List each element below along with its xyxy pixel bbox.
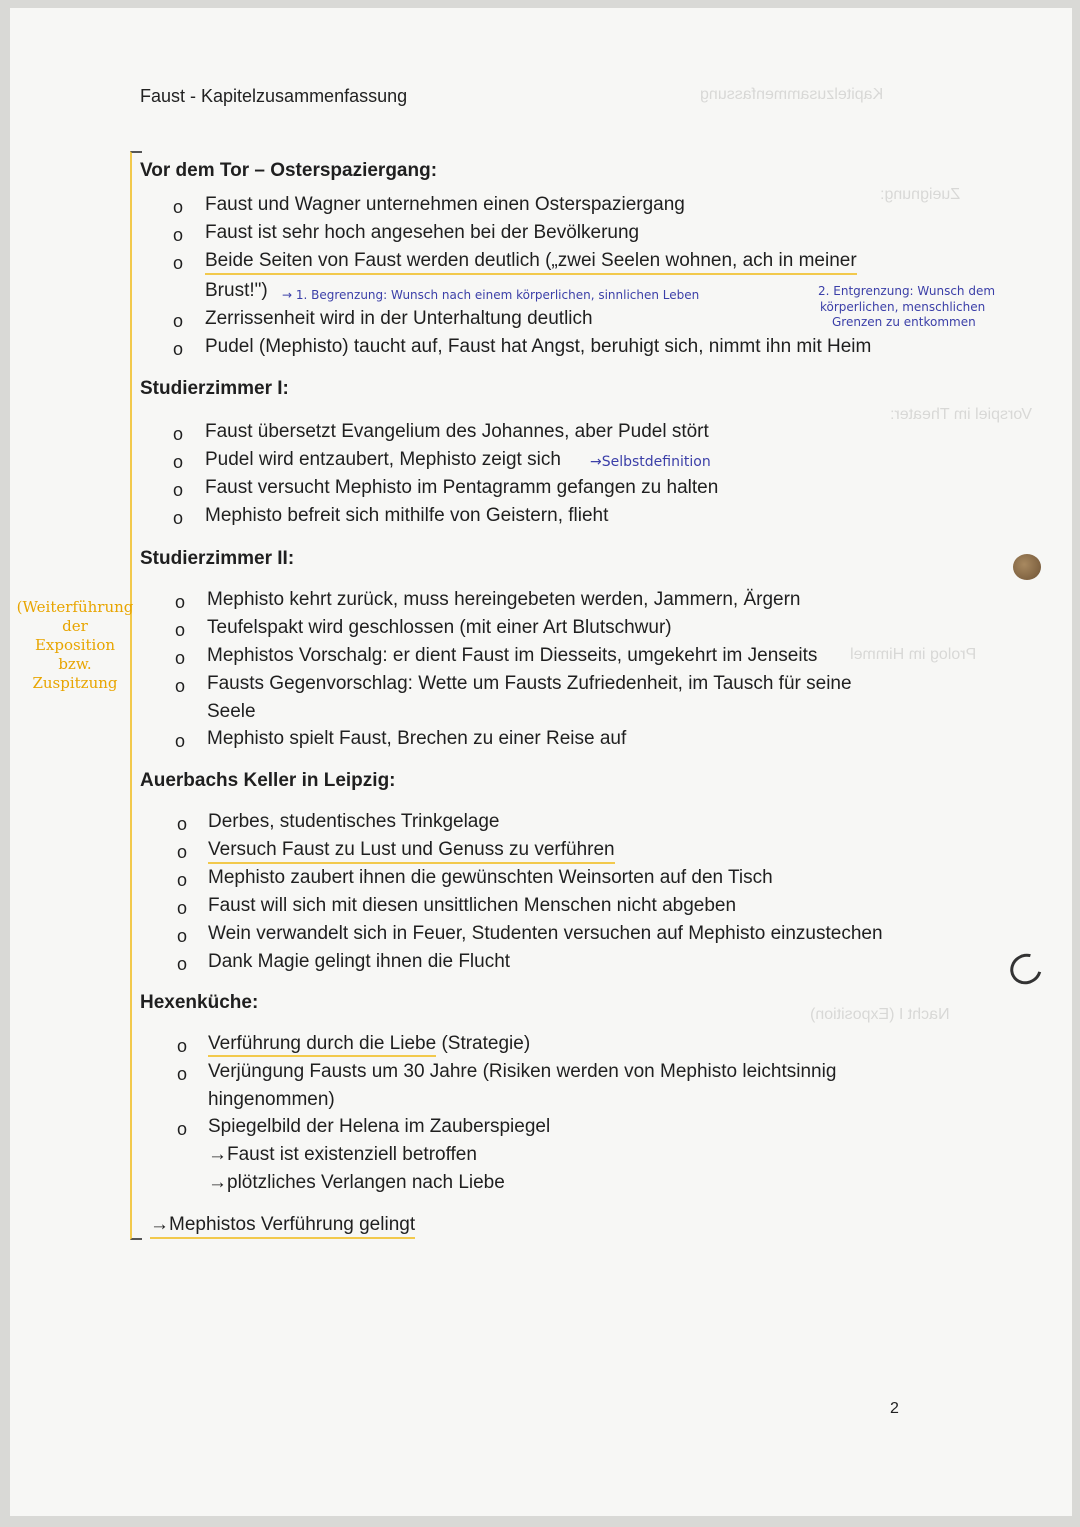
list-item: Mephisto befreit sich mithilfe von Geistern, flieht (205, 505, 609, 526)
list-item: Versuch Faust zu Lust und Genuss zu verführen (208, 839, 615, 864)
list-item: Fausts Gegenvorschlag: Wette um Fausts Zufriedenheit, im Tausch für seine (207, 673, 852, 694)
bullet-marker: o (173, 508, 184, 528)
section-heading: Auerbachs Keller in Leipzig: (140, 770, 396, 791)
bullet-marker: o (175, 592, 186, 612)
bullet-marker: o (177, 898, 188, 918)
bullet-marker: o (173, 311, 184, 331)
bullet-marker: o (175, 676, 186, 696)
bullet-marker: o (173, 197, 184, 217)
document-page (10, 8, 1072, 1516)
margin-bracket (130, 151, 142, 1240)
list-item: Pudel (Mephisto) taucht auf, Faust hat Angst, beruhigt sich, nimmt ihn mit Heim (205, 336, 872, 357)
bullet-marker: o (177, 954, 188, 974)
page-number: 2 (890, 1400, 899, 1417)
paper-stain (1013, 554, 1041, 580)
handwritten-note: körperlichen, menschlichen (820, 300, 986, 314)
phrase-remainder: (Strategie) (441, 1033, 531, 1054)
list-item: Mephisto zaubert ihnen die gewünschten Weinsorten auf den Tisch (208, 867, 773, 888)
sub-arrow-item: →plötzliches Verlangen nach Liebe (208, 1172, 505, 1193)
list-item: Verjüngung Fausts um 30 Jahre (Risiken werden von Mephisto leichtsinnig (208, 1061, 837, 1082)
pen-scribble (1005, 948, 1048, 990)
list-item: Spiegelbild der Helena im Zauberspiegel (208, 1116, 551, 1137)
handwritten-note: →Selbstdefinition (590, 454, 711, 470)
bleed-through-text: Kapitelzusammenfassung (700, 86, 884, 103)
margin-note-line: (Weiterführung (16, 598, 134, 616)
bullet-marker: o (173, 424, 184, 444)
list-item: Pudel wird entzaubert, Mephisto zeigt sich (205, 449, 561, 470)
list-item: Mephisto spielt Faust, Brechen zu einer Reise auf (207, 728, 627, 749)
list-item: Derbes, studentisches Trinkgelage (208, 811, 500, 832)
handwritten-note: → 1. Begrenzung: Wunsch nach einem körperlichen, sinnlichen Leben (282, 288, 700, 302)
list-item: Wein verwandelt sich in Feuer, Studenten versuchen auf Mephisto einzustechen (208, 923, 883, 944)
bleed-through-text: Nacht I (Exposition) (810, 1006, 950, 1023)
bullet-marker: o (173, 339, 184, 359)
bleed-through-text: Zueignung: (880, 186, 961, 203)
list-item: Dank Magie gelingt ihnen die Flucht (208, 951, 511, 972)
list-item (208, 1033, 530, 1055)
list-item: Mephistos Vorschalg: er dient Faust im Diesseits, umgekehrt im Jenseits (207, 645, 818, 666)
list-item: Faust übersetzt Evangelium des Johannes, aber Pudel stört (205, 421, 709, 442)
bullet-marker: o (177, 814, 188, 834)
list-item: Faust und Wagner unternehmen einen Osterspaziergang (205, 194, 685, 215)
section-heading: Hexenküche: (140, 992, 259, 1013)
bullet-marker: o (173, 225, 184, 245)
margin-annotation (10, 598, 140, 693)
bullet-marker: o (175, 620, 186, 640)
list-item: Beide Seiten von Faust werden deutlich („zwei Seelen wohnen, ach in meiner (205, 250, 857, 275)
bullet-marker: o (177, 842, 188, 862)
list-item: Teufelspakt wird geschlossen (mit einer Art Blutschwur) (207, 617, 672, 638)
conclusion-line: →Mephistos Verführung gelingt (150, 1214, 415, 1239)
list-item-continuation: Seele (207, 701, 256, 722)
bullet-marker: o (175, 648, 186, 668)
list-item: Faust ist sehr hoch angesehen bei der Bevölkerung (205, 222, 640, 243)
bullet-marker: o (177, 870, 188, 890)
bullet-marker: o (175, 731, 186, 751)
section-heading: Vor dem Tor – Osterspaziergang: (140, 160, 438, 181)
list-item-continuation: hingenommen) (208, 1089, 335, 1110)
sub-arrow-item: →Faust ist existenziell betroffen (208, 1144, 477, 1165)
bleed-through-text: Vorspiel im Theater: (890, 406, 1032, 423)
handwritten-note: 2. Entgrenzung: Wunsch dem (818, 284, 996, 298)
list-item: Zerrissenheit wird in der Unterhaltung deutlich (205, 308, 593, 329)
bullet-marker: o (177, 1036, 188, 1056)
margin-note-line: bzw. (58, 655, 92, 673)
margin-note-line: Zuspitzung (32, 674, 118, 692)
margin-note-line: Exposition (34, 636, 116, 654)
bullet-marker: o (177, 1119, 188, 1139)
underlined-phrase: Verführung durch die Liebe (208, 1033, 436, 1057)
list-item-continuation: Brust!") (205, 280, 268, 301)
list-item: Faust will sich mit diesen unsittlichen Menschen nicht abgeben (208, 895, 737, 916)
margin-note-line: der (62, 617, 88, 635)
bullet-marker: o (173, 253, 184, 273)
list-item: Faust versucht Mephisto im Pentagramm gefangen zu halten (205, 477, 719, 498)
section-heading: Studierzimmer I: (140, 378, 289, 399)
handwritten-note: Grenzen zu entkommen (832, 315, 976, 329)
bleed-through-text: Prolog im Himmel (850, 646, 977, 663)
list-item: Mephisto kehrt zurück, muss hereingebeten werden, Jammern, Ärgern (207, 589, 801, 610)
bullet-marker: o (177, 926, 188, 946)
section-heading: Studierzimmer II: (140, 548, 295, 569)
running-header: Faust - Kapitelzusammenfassung (140, 86, 408, 106)
bullet-marker: o (173, 452, 184, 472)
bullet-marker: o (173, 480, 184, 500)
bullet-marker: o (177, 1064, 188, 1084)
